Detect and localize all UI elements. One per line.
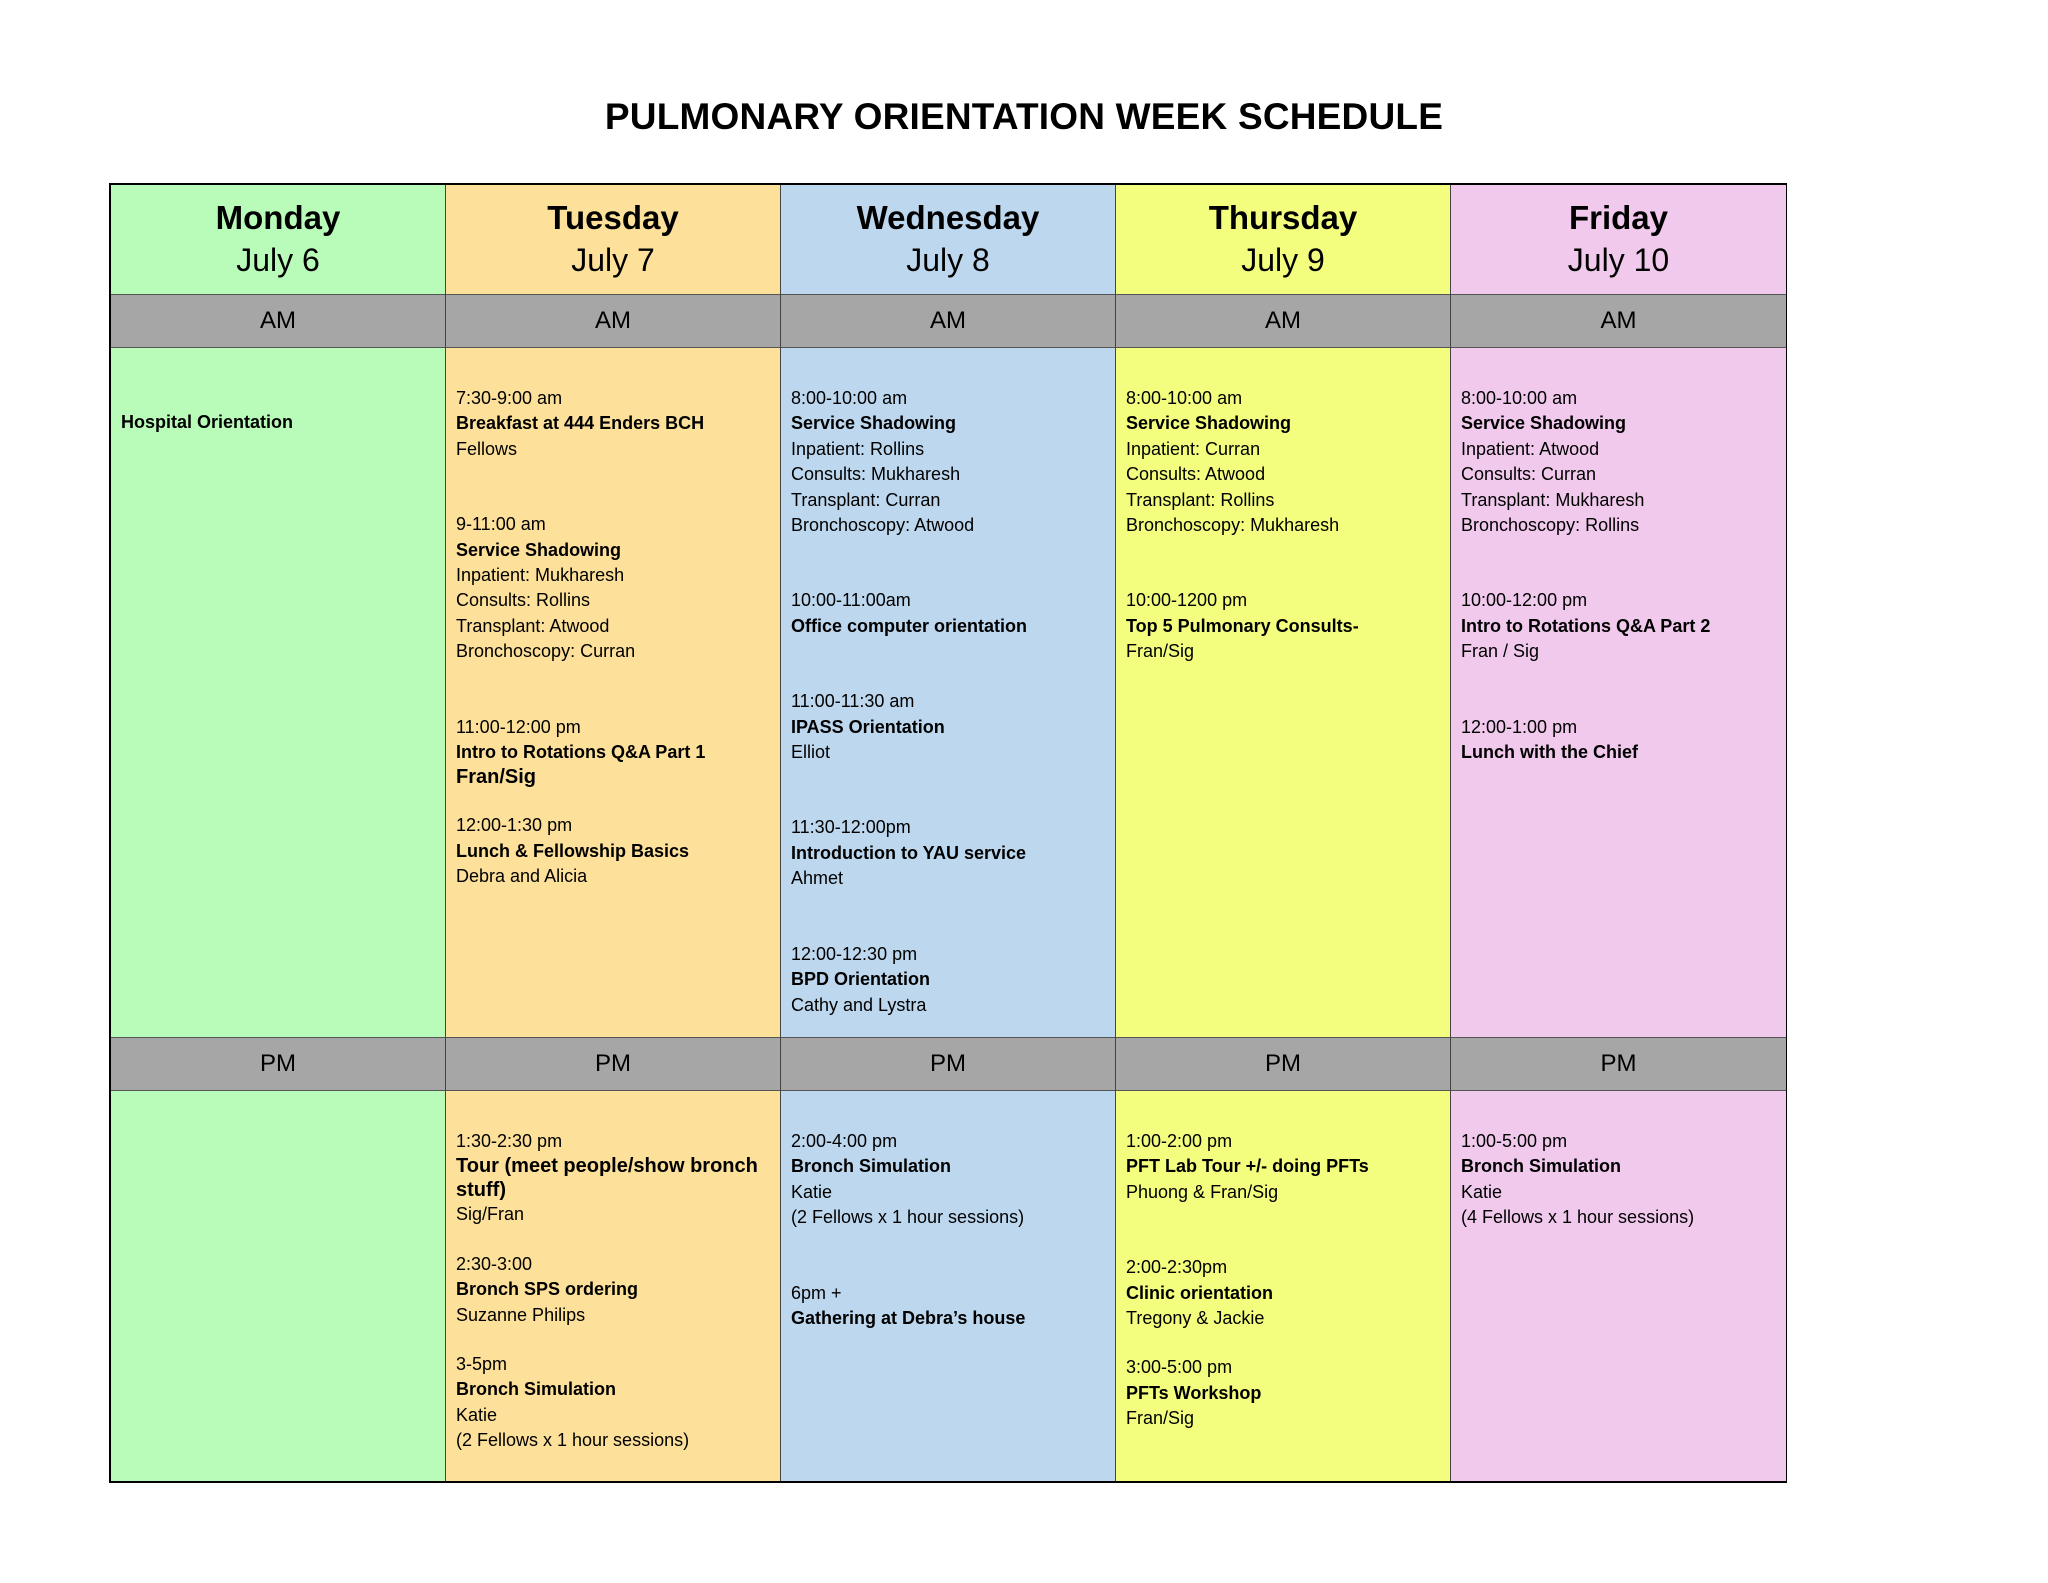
event-time: 12:00-12:30 pm	[791, 943, 918, 964]
event-detail: Consults: Rollins	[456, 590, 591, 611]
event-detail: (4 Fellows x 1 hour sessions)	[1461, 1207, 1695, 1228]
am-label: AM	[781, 294, 1115, 348]
event-time: 8:00-10:00 am	[1461, 388, 1578, 408]
am-label: AM	[1116, 294, 1450, 348]
event-title: BPD Orientation	[791, 969, 931, 990]
event-time: 11:00-12:00 pm	[456, 716, 581, 737]
am-block	[781, 348, 1115, 1037]
event-time: 10:00-11:00am	[791, 590, 911, 611]
event-detail: Fran / Sig	[1461, 641, 1540, 662]
event-detail: Fellows	[456, 438, 518, 459]
event-detail: Transplant: Mukharesh	[1461, 489, 1645, 510]
event-detail: Fran/Sig	[1126, 641, 1195, 662]
event-time: 11:30-12:00pm	[791, 817, 911, 838]
schedule-event	[121, 410, 435, 435]
event-title: Office computer orientation	[791, 615, 1028, 636]
event-detail: Cathy and Lystra	[791, 994, 927, 1015]
day-header	[446, 185, 780, 294]
event-time: 3-5pm	[456, 1354, 508, 1375]
day-header	[1116, 185, 1450, 294]
schedule-event	[1461, 1129, 1776, 1231]
am-block	[1116, 348, 1450, 1037]
schedule-event	[791, 689, 1105, 765]
schedule-event	[791, 942, 1105, 1018]
event-time: 12:00-1:00 pm	[1461, 716, 1578, 737]
pm-block	[781, 1091, 1115, 1481]
event-title: Intro to Rotations Q&A Part 2	[1461, 615, 1711, 636]
event-detail: Consults: Curran	[1461, 464, 1597, 485]
event-detail: Phuong & Fran/Sig	[1126, 1181, 1279, 1202]
event-title: Clinic orientation	[1126, 1282, 1274, 1303]
event-detail: Inpatient: Mukharesh	[456, 565, 625, 586]
am-block	[1451, 348, 1786, 1037]
event-title: Tour (meet people/show bronch stuff)	[456, 1155, 758, 1202]
event-title: Service Shadowing	[791, 413, 957, 434]
schedule-event	[791, 1281, 1105, 1332]
am-label: AM	[111, 294, 445, 348]
event-detail: Inpatient: Atwood	[1461, 438, 1600, 459]
event-title: Bronch Simulation	[791, 1156, 952, 1177]
day-header	[781, 185, 1115, 294]
schedule-event	[456, 386, 770, 462]
event-detail: Debra and Alicia	[456, 866, 588, 887]
event-title: Intro to Rotations Q&A Part 1	[456, 742, 706, 763]
event-time: 2:30-3:00	[456, 1253, 533, 1274]
day-date: July 6	[236, 242, 320, 278]
event-title: Service Shadowing	[1126, 413, 1292, 434]
event-title: Lunch & Fellowship Basics	[456, 840, 690, 861]
pm-label: PM	[1451, 1037, 1786, 1091]
schedule-event	[1461, 588, 1776, 664]
event-detail: Katie	[1461, 1181, 1503, 1202]
day-date: July 7	[571, 242, 655, 278]
schedule-event	[456, 1352, 770, 1454]
event-title: PFT Lab Tour +/- doing PFTs	[1126, 1156, 1369, 1177]
event-detail: Katie	[791, 1181, 833, 1202]
schedule-event	[791, 1129, 1105, 1231]
page-title: PULMONARY ORIENTATION WEEK SCHEDULE	[604, 96, 1444, 137]
day-name: Wednesday	[856, 199, 1040, 236]
pm-label: PM	[111, 1037, 445, 1091]
event-detail: Consults: Atwood	[1126, 464, 1266, 485]
day-header	[111, 185, 445, 294]
event-time: 1:30-2:30 pm	[456, 1131, 563, 1151]
event-time: 10:00-12:00 pm	[1461, 590, 1588, 611]
schedule-event	[456, 813, 770, 889]
event-title: Top 5 Pulmonary Consults-	[1126, 615, 1359, 636]
event-time: 11:00-11:30 am	[791, 691, 915, 712]
day-column-tuesday	[446, 185, 781, 1481]
event-detail: Bronchoscopy: Mukharesh	[1126, 515, 1340, 536]
event-time: 7:30-9:00 am	[456, 388, 563, 408]
event-time: 2:00-2:30pm	[1126, 1257, 1228, 1278]
event-detail: Inpatient: Curran	[1126, 438, 1261, 459]
schedule-event	[1126, 588, 1440, 664]
schedule-event	[456, 512, 770, 664]
event-detail: Ahmet	[791, 868, 844, 889]
event-detail: Katie	[456, 1404, 498, 1425]
event-title: Bronch SPS ordering	[456, 1279, 639, 1300]
day-date: July 10	[1567, 242, 1670, 278]
pm-block	[1116, 1091, 1450, 1481]
day-column-friday	[1451, 185, 1786, 1481]
event-detail: (2 Fellows x 1 hour sessions)	[456, 1430, 690, 1451]
event-detail: Bronchoscopy: Curran	[456, 641, 636, 662]
am-label: AM	[446, 294, 780, 348]
event-title: Bronch Simulation	[456, 1379, 617, 1400]
pm-label: PM	[781, 1037, 1115, 1091]
event-detail: Elliot	[791, 742, 831, 763]
event-detail: Bronchoscopy: Atwood	[791, 515, 975, 536]
pm-block	[1451, 1091, 1786, 1481]
day-name: Tuesday	[547, 199, 679, 236]
event-title: Service Shadowing	[456, 539, 622, 560]
event-detail: Transplant: Atwood	[456, 615, 610, 636]
event-time: 9-11:00 am	[456, 514, 546, 535]
day-column-monday	[111, 185, 446, 1481]
event-detail: Consults: Mukharesh	[791, 464, 961, 485]
day-date: July 8	[906, 242, 990, 278]
am-block	[111, 348, 445, 1037]
event-detail: Inpatient: Rollins	[791, 438, 925, 459]
event-title: Breakfast at 444 Enders BCH	[456, 413, 705, 434]
schedule-event	[1126, 1129, 1440, 1205]
schedule-event	[1126, 1255, 1440, 1331]
schedule-event	[1461, 715, 1776, 766]
event-time: 3:00-5:00 pm	[1126, 1357, 1233, 1378]
event-time: 1:00-2:00 pm	[1126, 1131, 1233, 1151]
day-column-thursday	[1116, 185, 1451, 1481]
week-schedule-table	[109, 183, 1787, 1483]
event-detail: Transplant: Curran	[791, 489, 941, 510]
event-detail: Sig/Fran	[456, 1204, 525, 1225]
schedule-event	[791, 815, 1105, 891]
event-title: PFTs Workshop	[1126, 1382, 1262, 1403]
event-time: 8:00-10:00 am	[791, 388, 908, 408]
schedule-event	[456, 715, 770, 790]
pm-block	[446, 1091, 780, 1481]
event-detail: Fran/Sig	[456, 766, 537, 789]
event-title: Introduction to YAU service	[791, 842, 1027, 863]
event-time: 12:00-1:30 pm	[456, 815, 573, 836]
am-block	[446, 348, 780, 1037]
schedule-event	[791, 386, 1105, 538]
event-detail: (2 Fellows x 1 hour sessions)	[791, 1207, 1025, 1228]
event-detail: Tregony & Jackie	[1126, 1308, 1265, 1329]
event-detail: Fran/Sig	[1126, 1408, 1195, 1429]
schedule-event	[1126, 386, 1440, 538]
event-time: 6pm +	[791, 1282, 842, 1303]
am-label: AM	[1451, 294, 1786, 348]
event-time: 1:00-5:00 pm	[1461, 1131, 1568, 1151]
event-detail: Transplant: Rollins	[1126, 489, 1275, 510]
schedule-event	[791, 588, 1105, 639]
event-detail: Bronchoscopy: Rollins	[1461, 515, 1640, 536]
event-title: Bronch Simulation	[1461, 1156, 1622, 1177]
event-time: 8:00-10:00 am	[1126, 388, 1243, 408]
day-name: Monday	[215, 199, 341, 236]
event-title: IPASS Orientation	[791, 716, 945, 737]
day-name: Friday	[1568, 199, 1669, 236]
schedule-event	[456, 1129, 770, 1228]
event-detail: Suzanne Philips	[456, 1304, 586, 1325]
pm-label: PM	[1116, 1037, 1450, 1091]
event-title: Service Shadowing	[1461, 413, 1627, 434]
pm-block	[111, 1091, 445, 1481]
day-name: Thursday	[1208, 199, 1358, 236]
event-time: 2:00-4:00 pm	[791, 1131, 898, 1151]
event-time: 10:00-1200 pm	[1126, 590, 1248, 611]
schedule-event	[1461, 386, 1776, 538]
day-column-wednesday	[781, 185, 1116, 1481]
day-date: July 9	[1241, 242, 1325, 278]
schedule-event	[456, 1252, 770, 1328]
event-title: Gathering at Debra’s house	[791, 1308, 1026, 1329]
day-header	[1451, 185, 1786, 294]
pm-label: PM	[446, 1037, 780, 1091]
event-title: Lunch with the Chief	[1461, 742, 1638, 763]
schedule-event	[1126, 1355, 1440, 1431]
event-title: Hospital Orientation	[121, 412, 294, 432]
